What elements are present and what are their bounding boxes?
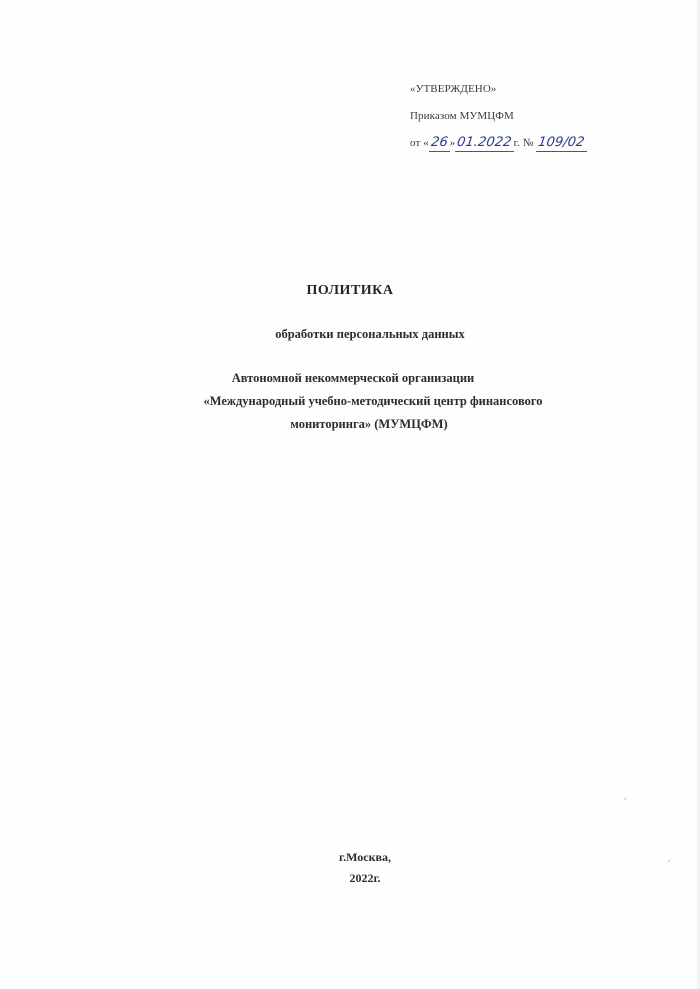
- scan-speck: [668, 860, 670, 862]
- organization-line-2: «Международный учебно-методический центр финансового: [203, 394, 543, 408]
- date-mid: »: [449, 137, 456, 149]
- date-month-year-handwritten: 01.2022: [456, 135, 513, 150]
- place-and-year: [0, 847, 700, 889]
- date-day-underline: [429, 135, 450, 152]
- document-subtitle: обработки персональных данных: [275, 327, 465, 341]
- scan-speck: [624, 798, 626, 800]
- document-title: ПОЛИТИКА: [306, 283, 394, 298]
- city: г.Москва,: [339, 850, 391, 864]
- organization-line-1: Автономной некоммерческой организации: [231, 371, 475, 385]
- organization-line-3: мониторинга» (МУМЦФМ): [290, 417, 448, 431]
- date-day-handwritten: 26: [429, 135, 449, 150]
- approved-label: «УТВЕРЖДЕНО»: [410, 83, 497, 95]
- organization-name: [0, 367, 700, 436]
- date-month-year-underline: [455, 135, 513, 152]
- order-date-line: [410, 130, 587, 157]
- date-prefix: от «: [410, 137, 429, 149]
- order-line: Приказом МУМЦФМ: [410, 110, 514, 122]
- order-number-handwritten: 109/02: [537, 135, 586, 150]
- date-suffix: г. №: [513, 137, 534, 149]
- year: 2022г.: [349, 871, 381, 885]
- order-number-underline: [536, 135, 586, 152]
- approval-stamp-block: [410, 76, 587, 157]
